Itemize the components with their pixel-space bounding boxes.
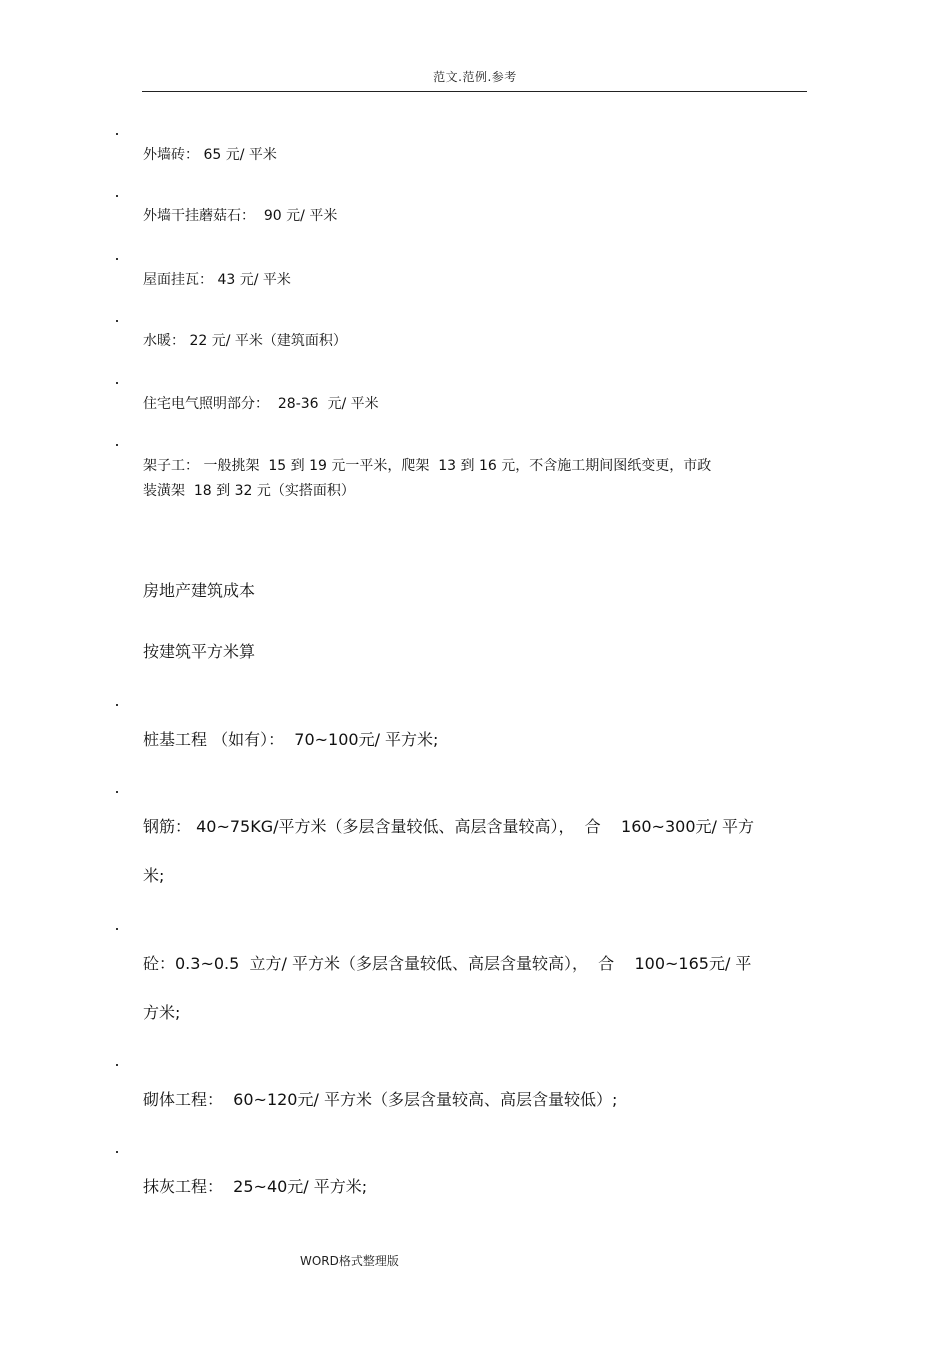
text-line-roof-tile: 屋面挂瓦： 43 元/ 平米 (143, 272, 291, 288)
text-line-concrete: 砼：0.3~0.5 立方/ 平方米（多层含量较低、高层含量较高）， 合 100~165元/ 平 (143, 954, 752, 973)
bullet-dot (116, 382, 118, 384)
text-line-pile-foundation: 桩基工程 （如有）： 70~100元/ 平方米; (143, 730, 439, 749)
section-heading-cost: 房地产建筑成本 (143, 581, 256, 600)
bullet-dot (116, 258, 118, 260)
bullet-dot (116, 320, 118, 322)
header-divider (142, 91, 807, 92)
section-subheading: 按建筑平方米算 (143, 642, 256, 661)
text-line-plastering: 抹灰工程： 25~40元/ 平方米; (143, 1177, 368, 1196)
text-line-rebar: 钢筋： 40~75KG/平方米（多层含量较低、高层含量较高）， 合 160~300元/ 平方 (143, 817, 754, 836)
text-line-plumbing: 水暖： 22 元/ 平米（建筑面积） (143, 333, 347, 349)
bullet-dot (116, 704, 118, 706)
text-line-wall-tile: 外墙砖： 65 元/ 平米 (143, 147, 277, 163)
bullet-dot (116, 444, 118, 446)
text-line-mushroom-stone: 外墙干挂蘑菇石： 90 元/ 平米 (143, 208, 338, 224)
header-text: 范文.范例.参考 (433, 70, 517, 84)
bullet-dot (116, 791, 118, 793)
bullet-dot (116, 133, 118, 135)
footer-text: WORD格式整理版 (300, 1254, 399, 1268)
text-line-masonry: 砌体工程： 60~120元/ 平方米（多层含量较高、高层含量较低）; (143, 1090, 618, 1109)
text-line-scaffolding-cont: 装潢架 18 到 32 元（实搭面积） (143, 483, 355, 499)
text-line-rebar-cont: 米; (143, 866, 165, 885)
text-line-electrical: 住宅电气照明部分： 28-36 元/ 平米 (143, 396, 379, 412)
text-line-scaffolding: 架子工： 一般挑架 15 到 19 元一平米，爬架 13 到 16 元，不含施工期间图纸变更，市政 (143, 458, 712, 474)
bullet-dot (116, 1064, 118, 1066)
text-line-concrete-cont: 方米; (143, 1003, 181, 1022)
bullet-dot (116, 195, 118, 197)
bullet-dot (116, 928, 118, 930)
bullet-dot (116, 1151, 118, 1153)
